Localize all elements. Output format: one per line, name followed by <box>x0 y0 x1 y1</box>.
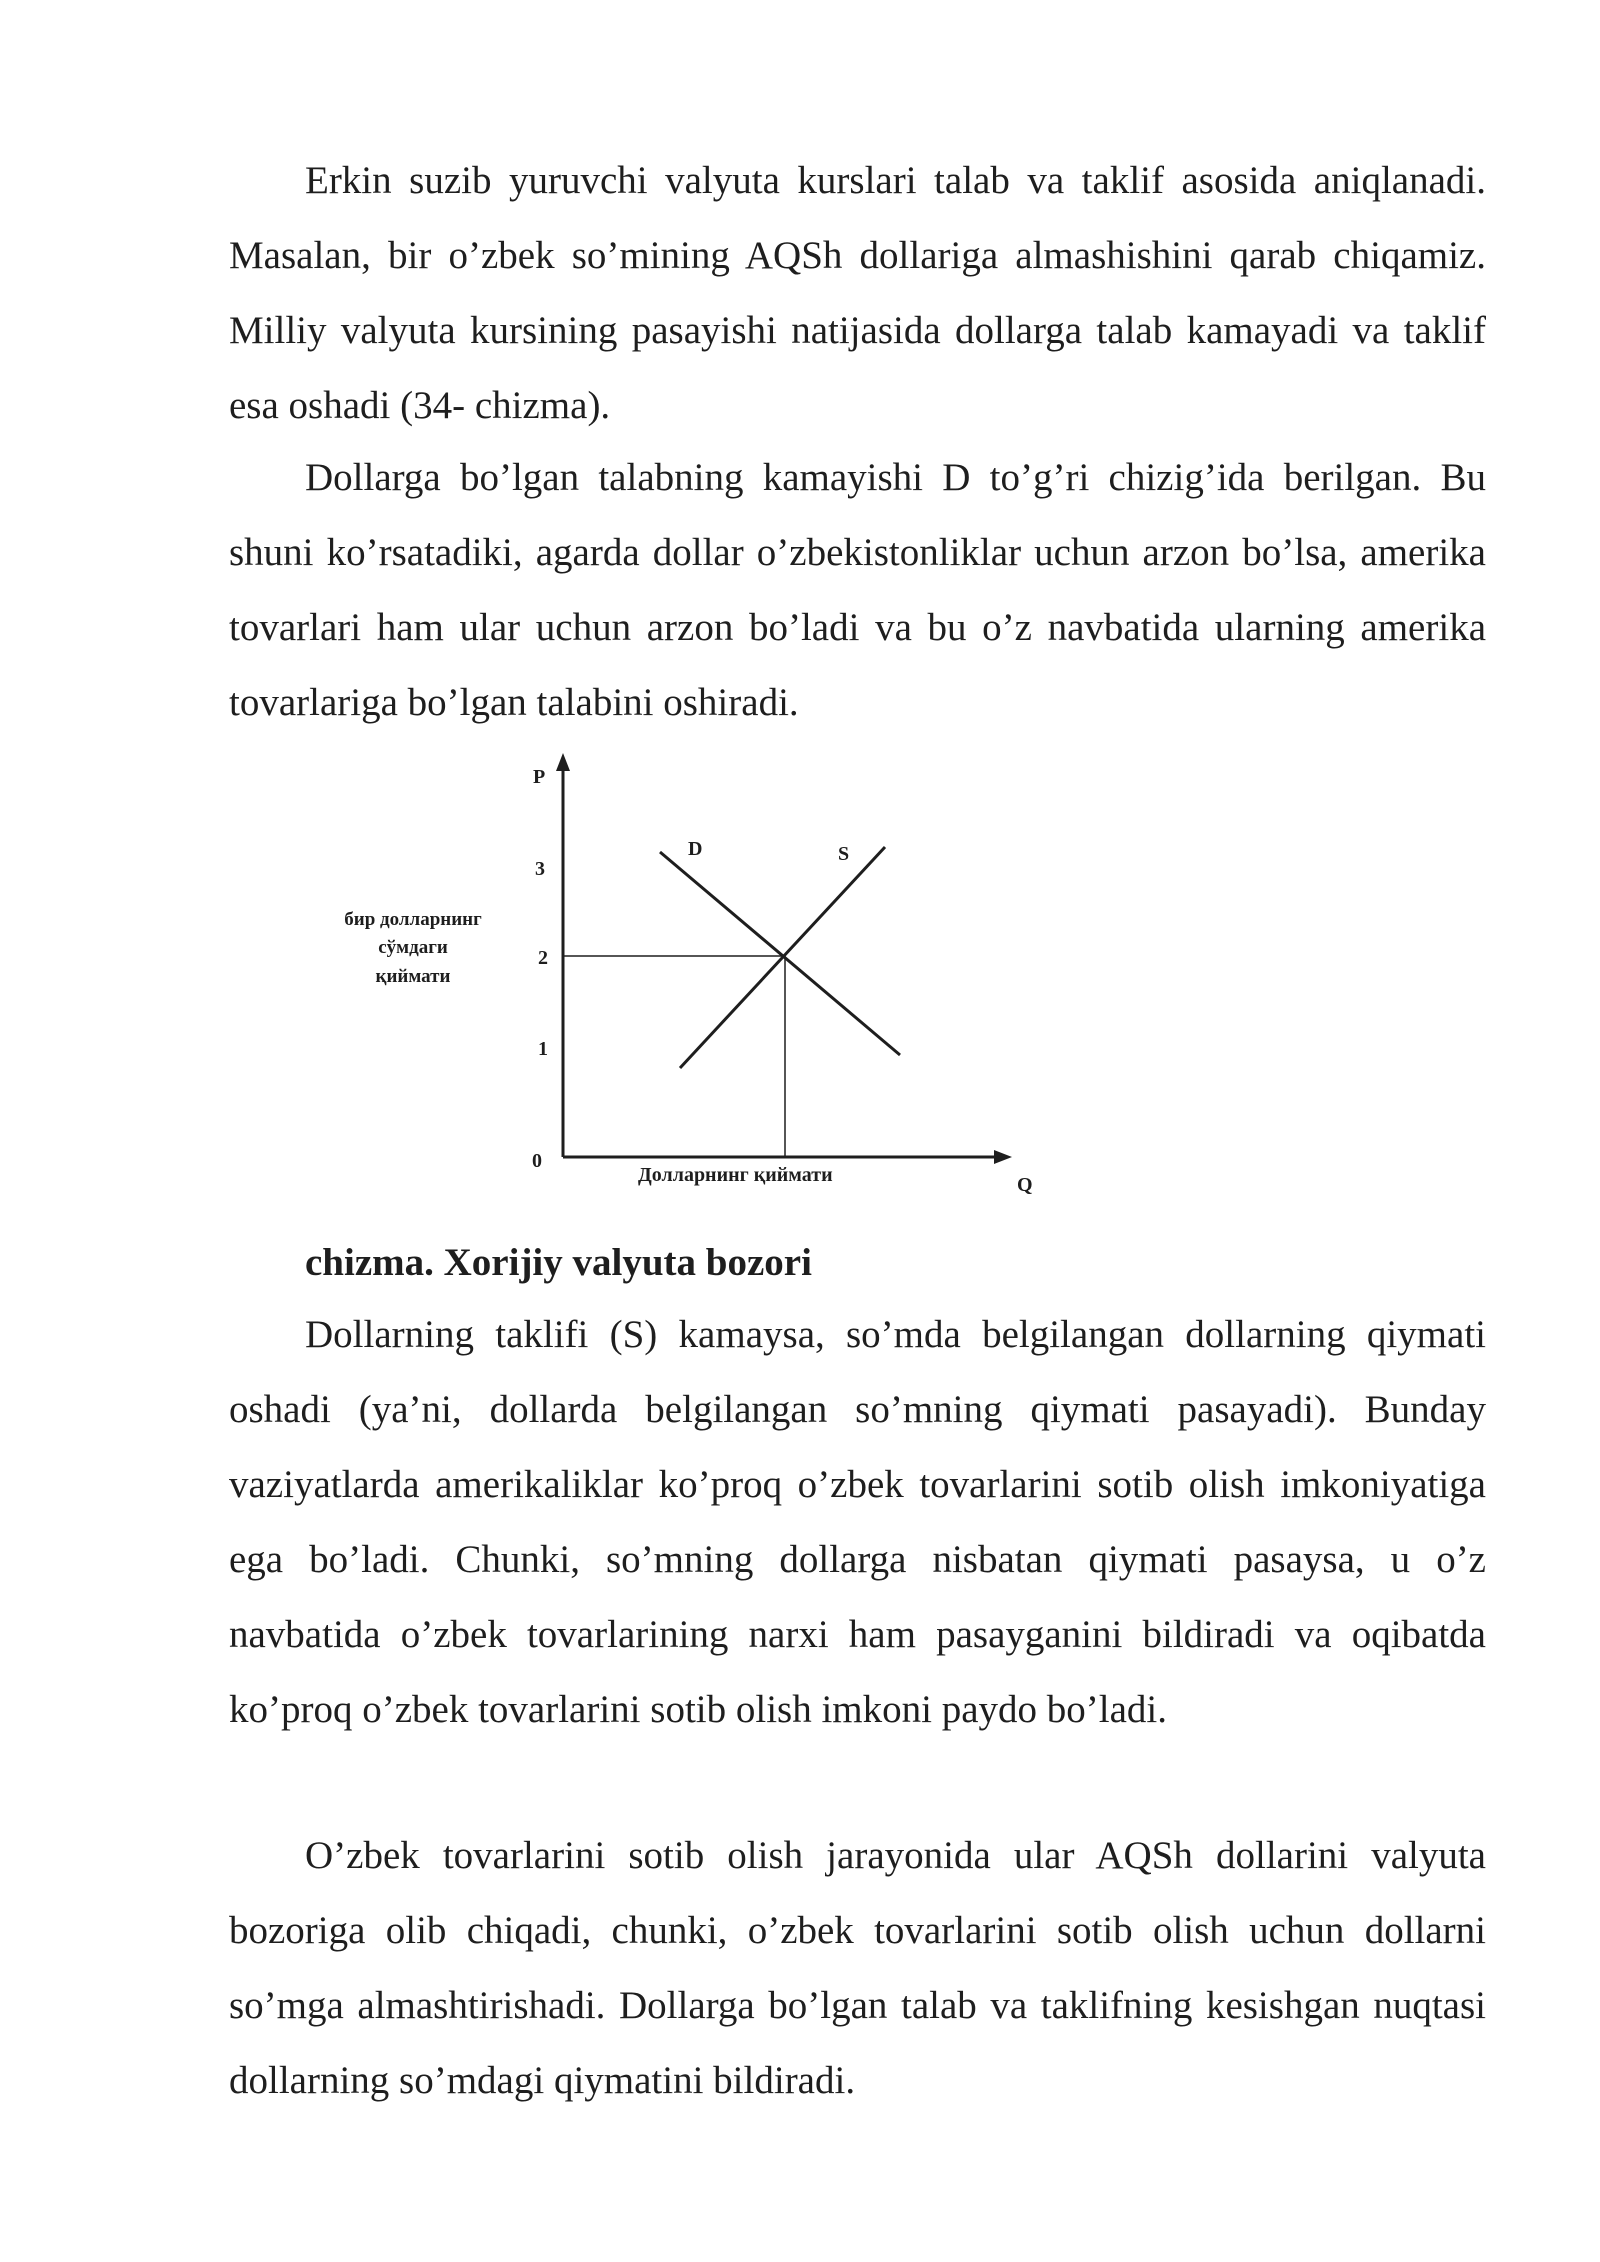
demand-curve <box>660 852 900 1055</box>
paragraph-2: Dollarga bo’lgan talabning kamayishi D to’g’ri chizig’ida berilgan. Bu shuni ko’rsatadiki, agarda dollar o’zbekistonliklar uchun arzon bo’lsa, amerika tovarlari ham ular uchun arzon bo’ladi va bu o’z navbatida ularning amerika tovarlariga bo’lgan talabini oshiradi. <box>229 456 1486 724</box>
supply-label: S <box>838 843 850 865</box>
supply-curve <box>680 847 885 1068</box>
y-axis-label-line-2: сўмдаги <box>378 937 448 958</box>
supply-demand-figure <box>310 745 1060 1205</box>
y-axis-letter: P <box>533 766 546 788</box>
paragraph-3: Dollarning taklifi (S) kamaysa, so’mda belgilangan dollarning qiymati oshadi (ya’ni, dollarda belgilangan so’mning qiymati pasayadi). Bunday vaziyatlarda amerikaliklar ko’proq o’zbek tovarlarini sotib olish imkoniyatiga ega bo’ladi. Chunki, so’mning dollarga nisbatan qiymati pasaysa, u o’z navbatida o’zbek tovarlarining narxi ham pasayganini bildiradi va oqibatda ko’proq o’zbek tovarlarini sotib olish imkoni paydo bo’ladi. <box>229 1313 1486 1731</box>
y-axis-arrow <box>556 753 570 771</box>
figure-caption: chizma. Xorijiy valyuta bozori <box>305 1241 812 1284</box>
y-axis-label-line-3: қиймати <box>375 966 451 987</box>
y-tick-2: 2 <box>538 947 548 969</box>
y-axis-label-line-1: бир долларнинг <box>344 909 482 930</box>
y-tick-1: 1 <box>538 1038 548 1060</box>
x-axis-arrow <box>994 1150 1012 1164</box>
origin-label: 0 <box>532 1150 542 1172</box>
y-tick-3: 3 <box>535 858 545 880</box>
paragraph-4: O’zbek tovarlarini sotib olish jarayonida ular AQSh dollarini valyuta bozoriga olib chiqadi, chunki, o’zbek tovarlarini sotib olish uchun dollarni so’mga almashtirishadi. Dollarga bo’lgan talab va taklifning kesishgan nuqtasi dollarning so’mdagi qiymatini bildiradi. <box>229 1834 1486 2102</box>
paragraph-1: Erkin suzib yuruvchi valyuta kurslari talab va taklif asosida aniqlanadi. Masalan, bir o’zbek so’mining AQSh dollariga almashishini qarab chiqamiz. Milliy valyuta kursining pasayishi natijasida dollarga talab kamayadi va taklif esa oshadi (34- chizma). <box>229 159 1486 427</box>
x-axis-label: Долларнинг қиймати <box>638 1164 833 1186</box>
demand-label: D <box>688 838 703 860</box>
x-axis-letter: Q <box>1017 1174 1033 1196</box>
